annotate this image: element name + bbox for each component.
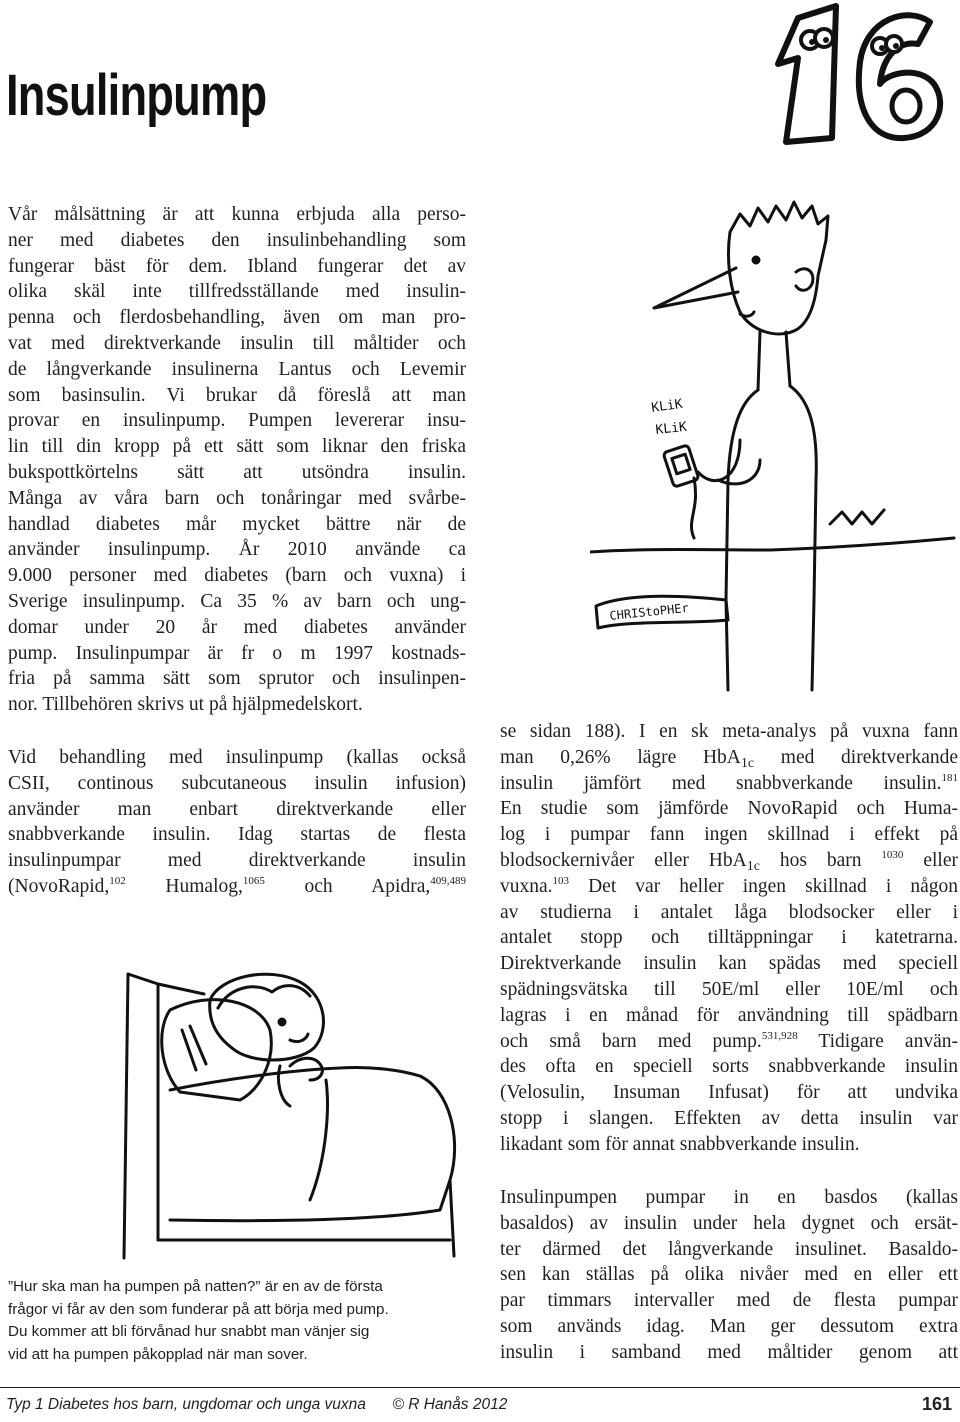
text-line: Många av våra barn och tonåringar med svårbe- xyxy=(8,487,466,509)
text-line: insulinpumpar med direktverkande insulin xyxy=(8,850,466,872)
text-line: nor. Tillbehören skrivs ut på hjälpmedelskort. xyxy=(8,694,363,716)
illustration-caption xyxy=(8,1276,478,1366)
text-line: domar under 20 år med diabetes använder xyxy=(8,616,466,638)
text-line: snabbverkande insulin. Idag startas de flesta xyxy=(8,824,466,846)
text-line: pump. Insulinpumpar är fr o m 1997 kostnads- xyxy=(8,642,466,664)
text-line: likadant som för annat snabbverkande insulin. xyxy=(500,1133,860,1155)
text-line: man 0,26% lägre HbA$_{1c}$ med direktverkande xyxy=(500,746,958,771)
copyright-notice: © R Hanås 2012 xyxy=(392,1396,508,1413)
text-line: Vid behandling med insulinpump (kallas också xyxy=(8,747,466,768)
text-line: som basinsulin. Vi brukar då föreslå att man xyxy=(8,384,466,406)
right-paragraph-1 xyxy=(500,719,958,1158)
caption-line: vid att ha pumpen påkopplad när man sover. xyxy=(8,1345,308,1363)
text-line: Sverige insulinpump. Ca 35 % av barn och ung- xyxy=(8,590,466,612)
text-line: En studie som jämförde NovoRapid och Huma- xyxy=(500,798,958,820)
text-line: basaldos) av insulin under hela dygnet och ersät- xyxy=(500,1212,958,1234)
text-line: fungerar bäst för dem. Ibland fungerar det av xyxy=(8,255,466,277)
click-text-2: KLiK xyxy=(654,419,688,438)
text-line: lin till din kropp på ett sätt som liknar den friska xyxy=(8,436,466,458)
text-line: des ofta en speciell sorts snabbverkande insulin xyxy=(500,1056,958,1078)
right-paragraph-2 xyxy=(500,1185,958,1366)
text-line: (Velosulin, Insuman Infusat) för att undvika xyxy=(500,1082,958,1104)
text-line: handlad diabetes mår mycket bättre när de xyxy=(8,513,466,535)
text-line: provar en insulinpump. Pumpen levererar insu- xyxy=(8,410,466,432)
text-line: fria på samma sätt som sprutor och insulinpen- xyxy=(8,668,466,690)
text-line: 9.000 personer med diabetes (barn och vuxna) i xyxy=(8,565,466,587)
text-line: insulin i samband med måltider genom att xyxy=(500,1341,958,1363)
text-line: par timmars intervaller med de flesta pumpar xyxy=(500,1290,958,1312)
pump-boy-illustration xyxy=(590,180,960,700)
page-number: 161 xyxy=(921,1394,952,1414)
text-line: stopp i slangen. Effekten av detta insulin var xyxy=(500,1107,958,1129)
text-line: se sidan 188). I en sk meta-analys på vuxna fann xyxy=(500,721,958,742)
citation: 1065 xyxy=(242,874,265,887)
click-text-1: KLiK xyxy=(650,396,684,416)
text-line: Direktverkande insulin kan spädas med speciell xyxy=(500,953,958,975)
page-title: Insulinpump xyxy=(6,63,267,128)
text-line: blodsockernivåer eller HbA$_{1c}$ hos barn $^{1030}$ eller xyxy=(500,848,958,874)
citation: 409,489 xyxy=(430,874,467,887)
text-line: CSII, continous subcutaneous insulin infusion) xyxy=(8,772,466,794)
text-line: de långverkande insulinerna Lantus och Levemir xyxy=(8,358,466,380)
footer xyxy=(6,1396,507,1414)
text-line: Insulinpumpen pumpar in en basdos (kallas xyxy=(500,1187,958,1208)
citation: 103 xyxy=(552,874,570,887)
citation: 531,928 xyxy=(761,1029,798,1042)
chapter-number-text: 16 xyxy=(898,105,910,115)
citation: 102 xyxy=(109,874,126,887)
caption-line: Du kommer att bli förvånad hur snabbt man vänjer sig xyxy=(8,1323,370,1340)
text-line: (NovoRapid,$^{102}$ Humalog,$^{1065}$ och Apidra,$^{409,489}$ xyxy=(8,874,467,897)
sleeping-child-illustration xyxy=(100,960,490,1260)
text-line: använder insulinpump. År 2010 använde ca xyxy=(8,539,466,561)
text-line: lagras i en månad för användning till spädbarn xyxy=(500,1004,958,1026)
text-line: vat med direktverkande insulin till måltider och xyxy=(8,332,466,354)
text-line: vuxna.$^{103}$ Det var heller ingen skillnad i någon xyxy=(500,874,958,897)
text-line: spädningsvätska till 50E/ml eller 10E/ml och xyxy=(500,978,958,1000)
text-line: ter därmed det långverkande insulinet. Basaldo- xyxy=(500,1238,958,1260)
text-line: insulin jämfört med snabbverkande insulin.$^{181}$ xyxy=(500,771,958,794)
caption-line: frågor vi får av den som funderar på att börja med pump. xyxy=(8,1300,389,1318)
text-line: Vår målsättning är att kunna erbjuda alla perso- xyxy=(8,204,466,225)
citation: 181 xyxy=(941,771,958,784)
text-line: olika skäl inte tillfredsställande med insulin- xyxy=(8,281,466,303)
caption-line: ”Hur ska man ha pumpen på natten?” är en av de första xyxy=(8,1278,383,1295)
text-line: som används idag. Man ger dessutom extra xyxy=(500,1315,958,1337)
chapter-number-graphic xyxy=(748,0,960,150)
text-line: och små barn med pump.$^{531,928}$ Tidigare använ- xyxy=(500,1029,958,1052)
left-paragraph-1 xyxy=(8,202,466,718)
footer-divider xyxy=(0,1387,960,1388)
text-line: sen kan ställas på olika nivåer med en eller ett xyxy=(500,1264,958,1286)
text-line: antalet stopp och tilltäppningar i katetrarna. xyxy=(500,927,958,949)
text-line: bukspottkörtelns sätt att utsöndra insulin. xyxy=(8,461,466,483)
text-line: av studierna i antalet låga blodsocker eller i xyxy=(500,901,958,923)
text-line: använder man enbart direktverkande eller xyxy=(8,798,466,820)
text-line: penna och flerdosbehandling, även om man pro- xyxy=(8,307,466,329)
book-title: Typ 1 Diabetes hos barn, ungdomar och unga vuxna xyxy=(6,1396,366,1413)
text-line: log i pumpar fann ingen skillnad i effekt på xyxy=(500,824,958,846)
left-paragraph-2 xyxy=(8,745,466,900)
citation: 1030 xyxy=(881,848,904,861)
text-line: ner med diabetes den insulinbehandling som xyxy=(8,229,466,251)
pump-boy-name-label: CHRIStoPHEr xyxy=(608,600,690,623)
